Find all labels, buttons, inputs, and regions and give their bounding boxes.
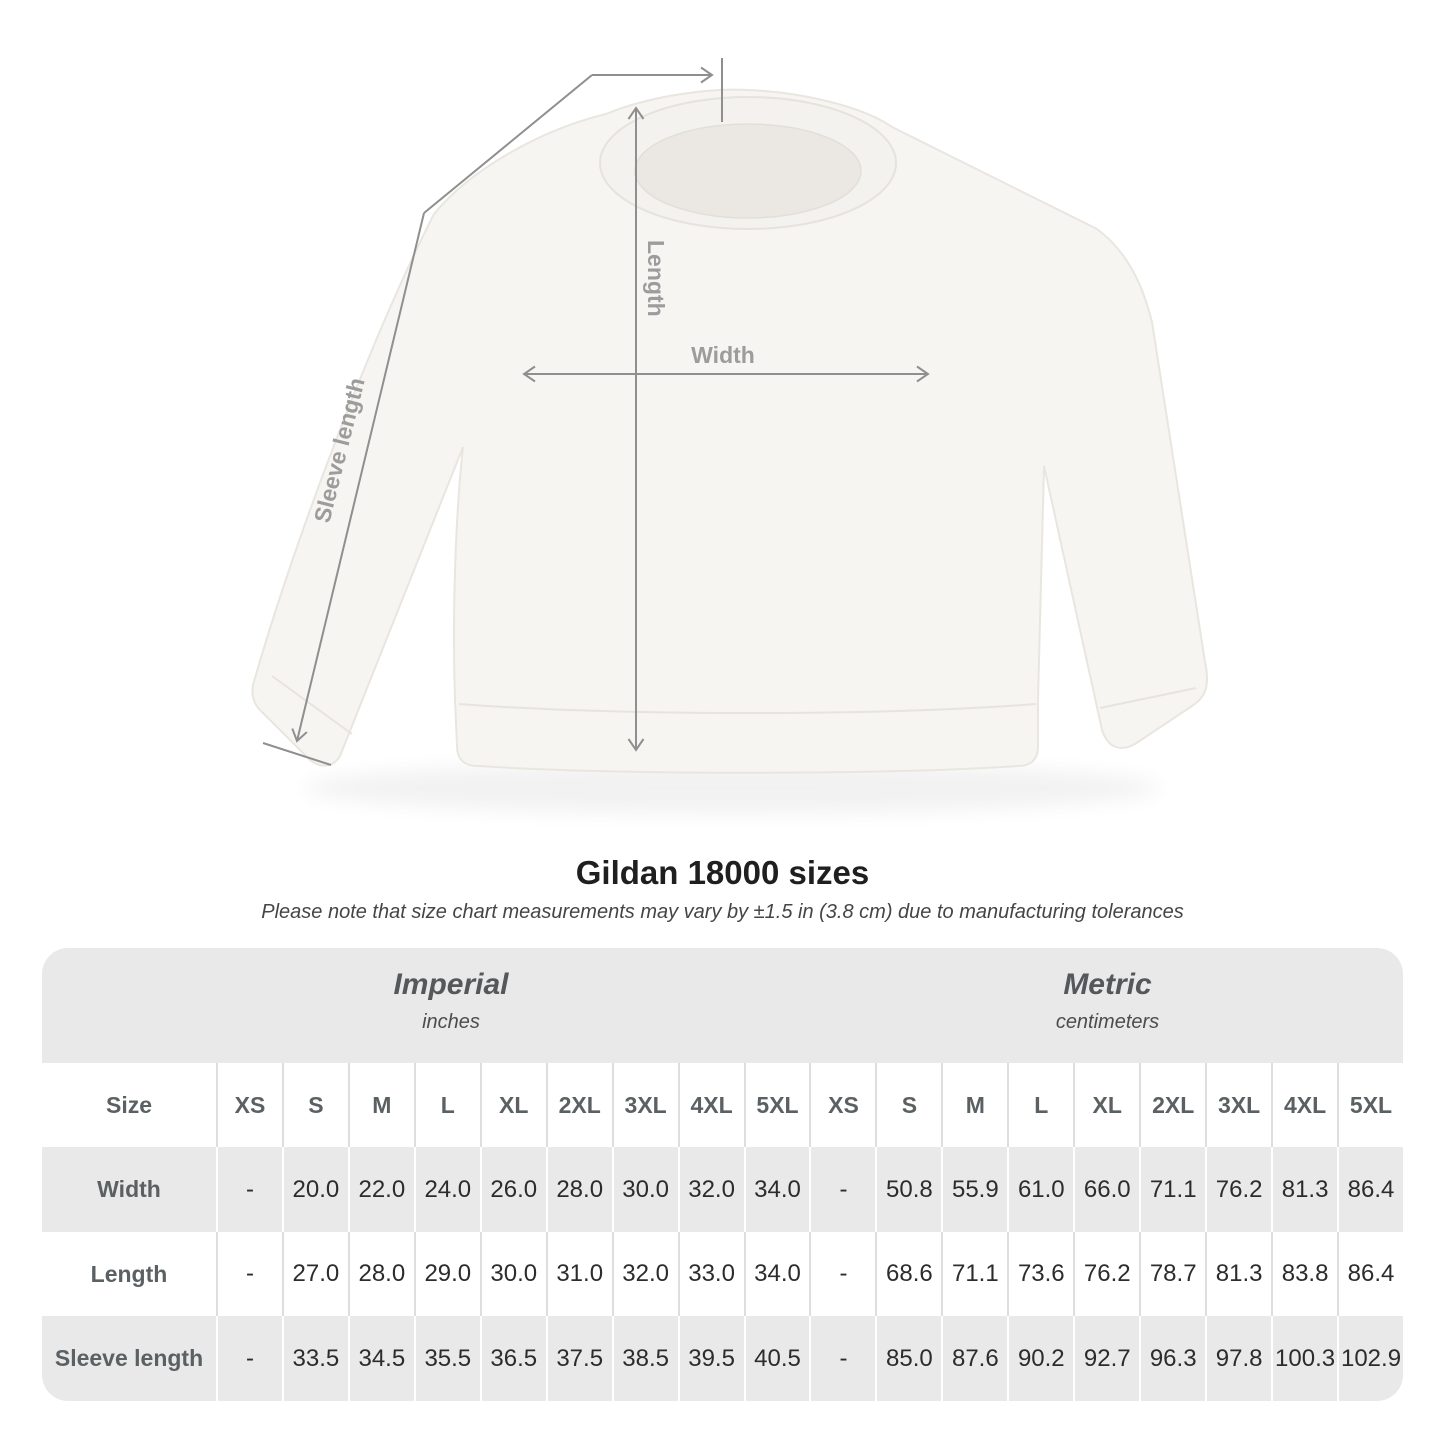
- size-value-cell: 61.0: [1007, 1147, 1073, 1232]
- size-value-cell: 86.4: [1337, 1147, 1403, 1232]
- width-label: Width: [691, 342, 755, 368]
- column-header: XS: [809, 1063, 875, 1147]
- size-value-cell: 100.3: [1271, 1316, 1337, 1401]
- size-value-cell: 71.1: [1139, 1147, 1205, 1232]
- metric-title: Metric: [1063, 968, 1152, 1001]
- collar-opening: [635, 124, 861, 218]
- size-value-cell: 28.0: [546, 1147, 612, 1232]
- size-value-cell: 87.6: [941, 1316, 1007, 1401]
- column-header: M: [348, 1063, 414, 1147]
- size-value-cell: 34.5: [348, 1316, 414, 1401]
- size-value-cell: 20.0: [282, 1147, 348, 1232]
- size-value-cell: 83.8: [1271, 1232, 1337, 1316]
- size-value-cell: 28.0: [348, 1232, 414, 1316]
- size-value-cell: 35.5: [414, 1316, 480, 1401]
- size-value-cell: 55.9: [941, 1147, 1007, 1232]
- metric-unit: centimeters: [1055, 1011, 1160, 1033]
- size-value-cell: -: [216, 1232, 282, 1316]
- table-row: [42, 1063, 1403, 1147]
- size-value-cell: -: [809, 1232, 875, 1316]
- column-header: 3XL: [612, 1063, 678, 1147]
- tolerance-note: Please note that size chart measurements may vary by ±1.5 in (3.8 cm) due to manufacturing tolerances: [261, 901, 1184, 923]
- size-value-cell: 85.0: [875, 1316, 941, 1401]
- size-value-cell: 32.0: [612, 1232, 678, 1316]
- size-value-cell: 73.6: [1007, 1232, 1073, 1316]
- unit-header-band: [42, 948, 1403, 1063]
- size-value-cell: 34.0: [744, 1232, 810, 1316]
- size-value-cell: 30.0: [612, 1147, 678, 1232]
- column-header: 4XL: [1271, 1063, 1337, 1147]
- size-value-cell: 92.7: [1073, 1316, 1139, 1401]
- size-value-cell: 102.9: [1337, 1316, 1403, 1401]
- imperial-header: [90, 948, 812, 1063]
- column-header: 2XL: [546, 1063, 612, 1147]
- size-value-cell: 39.5: [678, 1316, 744, 1401]
- size-value-cell: -: [216, 1147, 282, 1232]
- size-value-cell: 81.3: [1271, 1147, 1337, 1232]
- size-value-cell: -: [809, 1147, 875, 1232]
- column-header: S: [875, 1063, 941, 1147]
- size-value-cell: 36.5: [480, 1316, 546, 1401]
- size-value-cell: 66.0: [1073, 1147, 1139, 1232]
- column-header: 5XL: [744, 1063, 810, 1147]
- size-chart-table: [42, 948, 1403, 1401]
- table-rows: [42, 1063, 1403, 1401]
- sweatshirt-illustration: [252, 90, 1207, 773]
- length-label: Length: [643, 240, 669, 317]
- size-value-cell: 81.3: [1205, 1232, 1271, 1316]
- size-value-cell: 33.0: [678, 1232, 744, 1316]
- row-label: Width: [97, 1176, 161, 1202]
- column-header: M: [941, 1063, 1007, 1147]
- imperial-unit: inches: [422, 1011, 480, 1033]
- size-value-cell: 37.5: [546, 1316, 612, 1401]
- size-value-cell: 31.0: [546, 1232, 612, 1316]
- size-value-cell: 34.0: [744, 1147, 810, 1232]
- size-value-cell: 76.2: [1073, 1232, 1139, 1316]
- size-value-cell: 50.8: [875, 1147, 941, 1232]
- metric-header: [812, 948, 1403, 1063]
- size-value-cell: -: [809, 1316, 875, 1401]
- size-value-cell: 32.0: [678, 1147, 744, 1232]
- page-title: Gildan 18000 sizes: [575, 854, 870, 891]
- size-value-cell: 22.0: [348, 1147, 414, 1232]
- column-header: L: [414, 1063, 480, 1147]
- size-value-cell: 38.5: [612, 1316, 678, 1401]
- column-header: XL: [480, 1063, 546, 1147]
- row-label: Sleeve length: [54, 1345, 204, 1371]
- column-header: S: [282, 1063, 348, 1147]
- table-row: [42, 1147, 1403, 1232]
- size-value-cell: 27.0: [282, 1232, 348, 1316]
- column-header: L: [1007, 1063, 1073, 1147]
- size-value-cell: 71.1: [941, 1232, 1007, 1316]
- column-header: XL: [1073, 1063, 1139, 1147]
- size-value-cell: 86.4: [1337, 1232, 1403, 1316]
- size-value-cell: 90.2: [1007, 1316, 1073, 1401]
- column-header: 2XL: [1139, 1063, 1205, 1147]
- size-value-cell: 26.0: [480, 1147, 546, 1232]
- size-value-cell: 30.0: [480, 1232, 546, 1316]
- size-value-cell: 24.0: [414, 1147, 480, 1232]
- table-row: [42, 1316, 1403, 1401]
- size-corner-label: Size: [105, 1091, 153, 1118]
- column-header: 4XL: [678, 1063, 744, 1147]
- column-header: 5XL: [1337, 1063, 1403, 1147]
- size-value-cell: -: [216, 1316, 282, 1401]
- column-header: XS: [216, 1063, 282, 1147]
- size-value-cell: 97.8: [1205, 1316, 1271, 1401]
- size-value-cell: 68.6: [875, 1232, 941, 1316]
- size-value-cell: 76.2: [1205, 1147, 1271, 1232]
- size-value-cell: 78.7: [1139, 1232, 1205, 1316]
- size-value-cell: 96.3: [1139, 1316, 1205, 1401]
- size-value-cell: 40.5: [744, 1316, 810, 1401]
- row-label: Length: [90, 1260, 168, 1287]
- size-value-cell: 29.0: [414, 1232, 480, 1316]
- imperial-title: Imperial: [393, 968, 509, 1001]
- column-header: 3XL: [1205, 1063, 1271, 1147]
- size-value-cell: 33.5: [282, 1316, 348, 1401]
- sleeve-length-label: Sleeve length: [308, 374, 370, 526]
- table-row: [42, 1232, 1403, 1316]
